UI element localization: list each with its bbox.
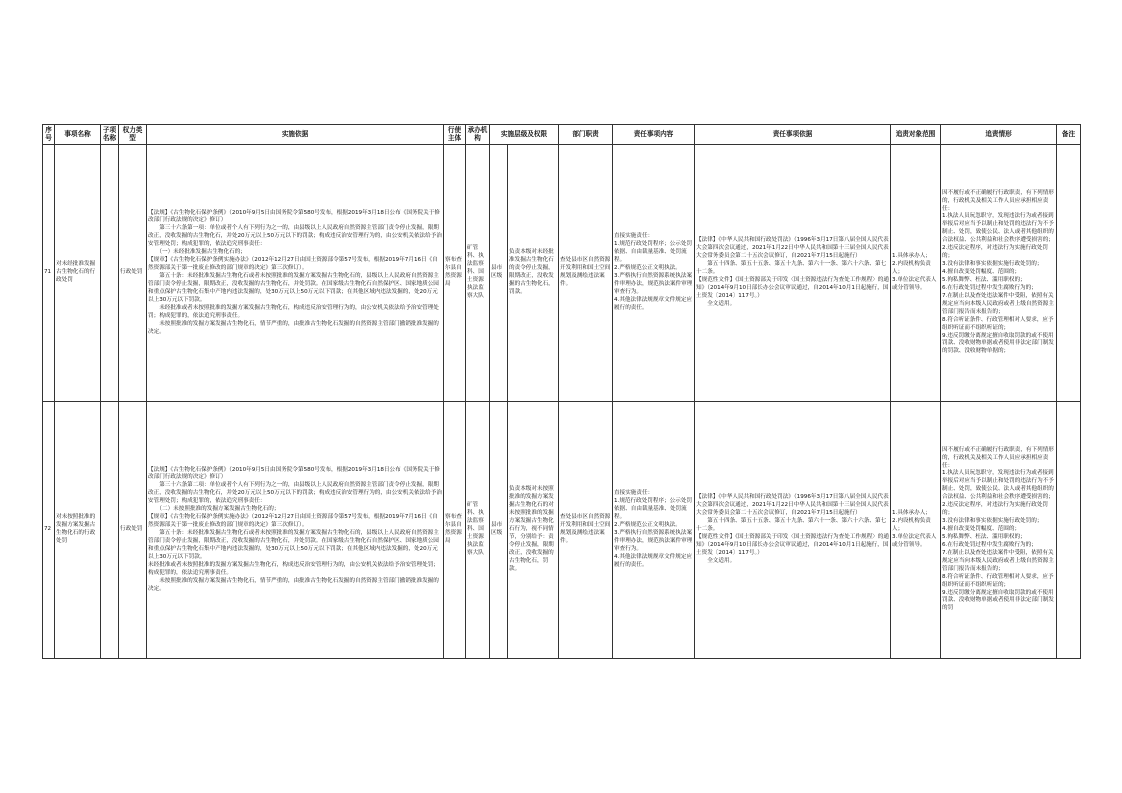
cell-level-detail: 负责本级对未按照批准的发掘方案发掘古生物化石的对未按照批准的发掘方案发掘古生物化石行为，视不同情节，分别给予：责令停止发掘，限期改正，没收发掘的古生物化石，罚款。: [508, 402, 559, 659]
cell-dept: 矿管科、执法监察科、国土资源执法监察大队: [466, 145, 490, 402]
table-row: [43, 402, 1081, 659]
cell-sub: [101, 402, 119, 659]
header-seq: 序号: [43, 125, 55, 145]
header-row: [43, 125, 1081, 145]
cell-duty: 查处县市区自然资源开发利用和国土空间规划及测绘违法案件。: [559, 402, 613, 659]
header-name: 事项名称: [55, 125, 101, 145]
cell-note: [1057, 145, 1081, 402]
cell-resp-basis: 【法律】《中华人民共和国行政处罚法》（1996年3月17日第八届全国人民代表大会第四次会议通过，2021年1月22日中华人民共和国第十三届全国人民代表大会常务委员会第二十五次会议修订，自2021年7月15日起施行） 第五十四条、第五十五条、第五十九条、第六十一条、第六十六条、第七十二条。 【规范性文件】《国土资源部关于印发〈国土资源违法行为查处工作规程〉的通知》（2014年9月10日部长办公会议审议通过，自2014年10月1日起施行，国土资发〔2014〕117号。） 全文适用。: [695, 402, 891, 659]
cell-target: 1.具体承办人； 2.内设机构负责人； 3.单位法定代表人或分管领导。: [891, 402, 941, 659]
cell-target: 1.具体承办人； 2.内设机构负责人； 3.单位法定代表人或分管领导。: [891, 145, 941, 402]
cell-name: 对未按照批准的发掘方案发掘古生物化石的行政处罚: [55, 402, 101, 659]
cell-subject: 察布查尔县自然资源局: [444, 145, 466, 402]
header-situation: 追责情形: [941, 125, 1057, 145]
header-basis: 实施依据: [147, 125, 444, 145]
cell-basis: 【法规】《古生物化石保护条例》（2010年9月5日由国务院令第580号发布，根据2019年3月18日公布《国务院关于修改部门行政法规的决定》修订） 第三十六条第一项：单位或者个人有下列行为之一的，由县级以上人民政府自然资源主管部门责令停止发掘，限期改正，没收发掘的古生物化石，并处20万元以上50万元以下的罚款；构成违反治安管理行为的，由公安机关依法给予治安管理处罚；构成犯罪的，依法追究刑事责任： （一）未经批准发掘古生物化石的； 【规章】《古生物化石保护条例实施办法》（2012年12月27日由国土资源部令第57号发布，根据2019年7月16日《自然资源部关于第一批废止修改的部门规章的决定》第三次修订）。 第五十条：未经批准发掘古生物化石或者未按照批准的发掘方案发掘古生物化石的，县级以上人民政府自然资源主管部门责令停止发掘，限期改正，没收发掘的古生物化石，并处罚款。在国家级古生物化石自然保护区、国家地质公园和重点保护古生物化石集中产地内违法发掘的，处30万元以上50万元以下罚款；在其他区域内违法发掘的，处20万元以上30万元以下罚款。 未经批准或者未按照批准的发掘方案发掘古生物化石，构成违反治安管理行为的，由公安机关依法给予治安管理处罚；构成犯罪的，依法追究刑事责任。 未按照批准的发掘方案发掘古生物化石，情节严重的，由批准古生物化石发掘的自然资源主管部门撤销批准发掘的决定。: [147, 145, 444, 402]
cell-type: 行政处罚: [119, 402, 147, 659]
cell-situation: 因不履行或不正确履行行政职责，有下列情形的，行政机关及相关工作人员应承担相应责任： 1.执法人员玩忽职守，发现违法行为或者接到举报后对应当予以制止和处罚的违法行为不予制止、处罚，致使公民、法人或者其他组织的合法权益、公共利益和社会秩序遭受损害的； 2.违反法定程序，对违法行为实施行政处罚的； 3.没有法律和事实依据实施行政处罚的； 4.擅自改变处罚幅度、范围的； 5.徇私舞弊、枉法、滥用职权的； 6.在行政处罚过程中发生腐败行为的； 7.在制止以及查处违法案件中受阻，依照有关规定应当向本级人民政府或者上级自然资源主管部门报告而未报告的； 8.符合听证条件、行政管理相对人要求，应予组织听证而不组织听证的； 9.违反罚缴分离规定擅自收取罚款的或不使用罚款、没收财物单据或者使用非法定部门制发的罚: [941, 402, 1057, 659]
cell-subject: 察布查尔县自然资源局: [444, 402, 466, 659]
cell-level-detail: 负责本级对未经批准发掘古生物化石的责令停止发掘，限期改正，没收发掘的古生物化石，罚款。: [508, 145, 559, 402]
cell-type: 行政处罚: [119, 145, 147, 402]
cell-dept: 矿管科、执法监察科、国土资源执法监察大队: [466, 402, 490, 659]
cell-situation: 因不履行或不正确履行行政职责，有下列情形的，行政机关及相关工作人员应承担相应责任： 1.执法人员玩忽职守，发现违法行为或者接到举报后对应当予以制止和处罚的违法行为不予制止、处罚，致使公民、法人或者其他组织的合法权益、公共利益和社会秩序遭受损害的； 2.违反法定程序，对违法行为实施行政处罚的； 3.没有法律和事实依据实施行政处罚的； 4.擅自改变处罚幅度、范围的； 5.徇私舞弊、枉法、滥用职权的； 6.在行政处罚过程中发生腐败行为的； 7.在制止以及查处违法案件中受阻，依照有关规定应当向本级人民政府或者上级自然资源主管部门报告而未报告的； 8.符合听证条件、行政管理相对人要求，应予组织听证而不组织听证的； 9.违反罚缴分离规定擅自收取罚款的或不使用罚款、没收财物单据或者使用非法定部门制发的罚款、没收财物单据的；: [941, 145, 1057, 402]
header-target: 追责对象范围: [891, 125, 941, 145]
cell-basis: 【法规】《古生物化石保护条例》（2010年9月5日由国务院令第580号发布，根据2019年3月18日公布《国务院关于修改部门行政法规的决定》修订） 第三十六条第二项：单位或者个人有下列行为之一的，由县级以上人民政府自然资源主管部门责令停止发掘，限期改正，没收发掘的古生物化石，并处20万元以上50万元以下的罚款；构成违反治安管理行为的，由公安机关依法给予治安管理处罚；构成犯罪的，依法追究刑事责任： （二）未按照批准的发掘方案发掘古生物化石的； 【规章】《古生物化石保护条例实施办法》（2012年12月27日由国土资源部令第57号发布，根据2019年7月16日《自然资源部关于第一批废止修改的部门规章的决定》第三次修订）。 第五十条：未经批准发掘古生物化石或者未按照批准的发掘方案发掘古生物化石的，县级以上人民政府自然资源主管部门责令停止发掘，限期改正，没收发掘的古生物化石，并处罚款。在国家级古生物化石自然保护区、国家地质公园和重点保护古生物化石集中产地内违法发掘的，处30万元以上50万元以下罚款；在其他区域内违法发掘的，处20万元以上30万元以下罚款。 未经批准或者未按照批准的发掘方案发掘古生物化石，构成违反治安管理行为的，由公安机关依法给予治安管理处罚；构成犯罪的，依法追究刑事责任。 未按照批准的发掘方案发掘古生物化石，情节严重的，由批准古生物化石发掘的自然资源主管部门撤销批准发掘的决定。: [147, 402, 444, 659]
header-subject: 行使主体: [444, 125, 466, 145]
header-duty: 部门职责: [559, 125, 613, 145]
header-sub: 子项名称: [101, 125, 119, 145]
cell-resp: 直接实施责任： 1.规范行政处罚程序；公示处罚依据、自由裁量基准、处罚流程。 2.严格规范公正文明执法。 3.严格执行自然资源系统执法案件审理办法，规范执法案件审理审查行为。 4.其他法律法规规章文件规定应履行的责任。: [613, 145, 695, 402]
cell-note: [1057, 402, 1081, 659]
header-note: 备注: [1057, 125, 1081, 145]
header-resp: 责任事项内容: [613, 125, 695, 145]
cell-level: 县市区级: [490, 402, 508, 659]
cell-duty: 查处县市区自然资源开发利用和国土空间规划及测绘违法案件。: [559, 145, 613, 402]
cell-sub: [101, 145, 119, 402]
power-list-table: [42, 124, 1081, 659]
cell-name: 对未经批准发掘古生物化石的行政处罚: [55, 145, 101, 402]
header-resp-basis: 责任事项依据: [695, 125, 891, 145]
header-level: 实施层级及权限: [490, 125, 559, 145]
header-dept: 承办机构: [466, 125, 490, 145]
cell-seq: 72: [43, 402, 55, 659]
table-row: [43, 145, 1081, 402]
cell-seq: 71: [43, 145, 55, 402]
cell-resp: 直接实施责任： 1.规范行政处罚程序；公示处罚依据、自由裁量基准、处罚流程。 2.严格规范公正文明执法。 3.严格执行自然资源系统执法案件审理办法，规范执法案件审理审查行为。 4.其他法律法规规章文件规定应履行的责任。: [613, 402, 695, 659]
cell-level: 县市区级: [490, 145, 508, 402]
cell-resp-basis: 【法律】《中华人民共和国行政处罚法》（1996年3月17日第八届全国人民代表大会第四次会议通过，2021年1月22日中华人民共和国第十三届全国人民代表大会常务委员会第二十五次会议修订，自2021年7月15日起施行） 第五十四条、第五十五条、第五十九条、第六十一条、第六十六条、第七十二条。 【规范性文件】《国土资源部关于印发〈国土资源违法行为查处工作规程〉的通知》（2014年9月10日部长办公会议审议通过，自2014年10月1日起施行，国土资发〔2014〕117号。） 全文适用。: [695, 145, 891, 402]
header-type: 权力类型: [119, 125, 147, 145]
